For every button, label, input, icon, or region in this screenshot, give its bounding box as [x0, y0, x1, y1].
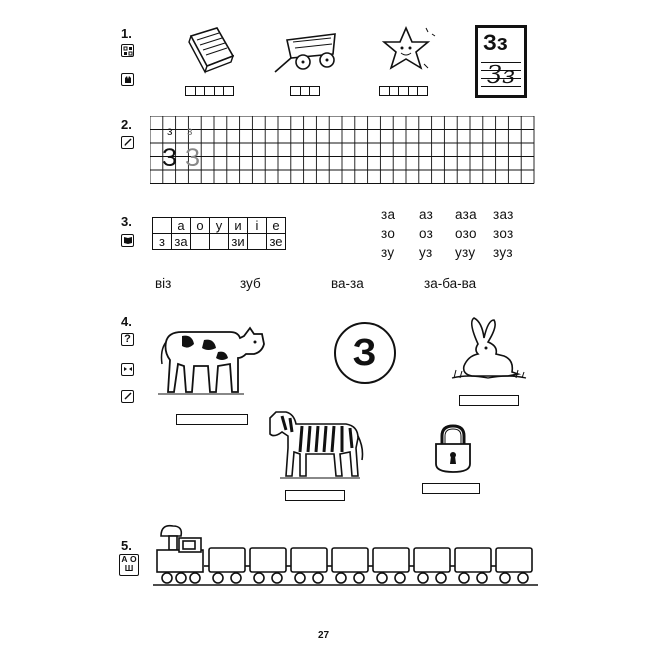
book-word-boxes[interactable]: [185, 86, 233, 96]
task-5-number: 5.: [121, 538, 132, 553]
vowel-cell: і: [248, 218, 267, 234]
task-3-number: 3.: [121, 214, 132, 229]
padlock-word-box[interactable]: [422, 483, 480, 494]
wagon-wheel: [377, 573, 387, 583]
word: за-ба-ва: [424, 276, 477, 291]
big-letter: З: [352, 332, 377, 374]
wagon: [250, 548, 286, 572]
task-4-number: 4.: [121, 314, 132, 329]
wagon: [496, 548, 532, 572]
letter-card: [475, 25, 527, 98]
syllable-cell[interactable]: [191, 234, 210, 250]
cart-picture: [273, 28, 343, 76]
wagon: [414, 548, 450, 572]
icon-letter: Ш: [124, 563, 134, 573]
syllable: зо: [381, 226, 396, 241]
sound-icon: [121, 363, 134, 376]
syllable: за: [381, 207, 396, 222]
question-icon: ?: [121, 333, 134, 346]
star-picture: [380, 24, 438, 76]
vowel-cell: о: [191, 218, 210, 234]
syllable: зуз: [493, 245, 513, 260]
icon-letter: О: [129, 554, 137, 564]
wagon-wheel: [477, 573, 487, 583]
vowel-cell: а: [172, 218, 191, 234]
vowel-cell: е: [267, 218, 286, 234]
wagon-wheel: [395, 573, 405, 583]
vowel-cell: [153, 218, 172, 234]
sound-letters-icon: [119, 554, 139, 576]
wagon-wheel: [436, 573, 446, 583]
hare-picture: [448, 316, 530, 384]
vowel-table-row-2: [153, 234, 286, 250]
grid-sample-small-2: з: [187, 124, 193, 138]
wagon-wheel: [500, 573, 510, 583]
word: віз: [155, 276, 172, 291]
vowel-cell: у: [210, 218, 229, 234]
syllable: оз: [419, 226, 434, 241]
grid-sample-capital-2: З: [185, 144, 201, 172]
syllable: узу: [455, 245, 476, 260]
syllable: аз: [419, 207, 434, 222]
page-number: 27: [318, 630, 330, 641]
syllable-cell[interactable]: зи: [229, 234, 248, 250]
padlock-picture: [432, 424, 474, 474]
syllable: озо: [455, 226, 477, 241]
wagon: [373, 548, 409, 572]
syllable: аза: [455, 207, 477, 222]
wagon-wheel: [459, 573, 469, 583]
syllable-cell[interactable]: зе: [267, 234, 286, 250]
hare-word-box[interactable]: [459, 395, 519, 406]
syllable-cell[interactable]: за: [172, 234, 191, 250]
pencil-icon: [121, 390, 134, 403]
wagon-wheel: [231, 573, 241, 583]
wagon-wheel: [295, 573, 305, 583]
syllable: зу: [381, 245, 395, 260]
word: ва-за: [331, 276, 364, 291]
letter-card-printed: Зз: [483, 30, 508, 55]
wagon: [332, 548, 368, 572]
grid-sample-capital-1: З: [162, 144, 178, 172]
train-picture: [153, 520, 538, 590]
zebra-word-box[interactable]: [285, 490, 345, 501]
star-word-boxes[interactable]: [379, 86, 427, 96]
vowel-cell: и: [229, 218, 248, 234]
task-2-number: 2.: [121, 117, 132, 132]
cow-picture: [158, 320, 270, 400]
wagon: [455, 548, 491, 572]
book-picture: [185, 26, 237, 76]
syllable: заз: [493, 207, 514, 222]
vowel-table-row-1: [153, 218, 286, 234]
wagon-wheel: [313, 573, 323, 583]
wagon: [209, 548, 245, 572]
task-1-number: 1.: [121, 26, 132, 41]
syllable: уз: [419, 245, 433, 260]
wagon-wheel: [354, 573, 364, 583]
syllable: зоз: [493, 226, 514, 241]
letter-card-cursive: Зз: [487, 61, 516, 89]
zebra-picture: [266, 408, 364, 480]
big-letter-circle: [334, 322, 396, 384]
wagon-wheel: [272, 573, 282, 583]
cow-word-box[interactable]: [176, 414, 248, 425]
pencil-icon: [121, 136, 134, 149]
grid-sample-small-1: з: [167, 124, 173, 138]
wagon-wheel: [213, 573, 223, 583]
wagon-wheel: [254, 573, 264, 583]
wagon-wheel: [336, 573, 346, 583]
wagon: [291, 548, 327, 572]
wagon-wheel: [518, 573, 528, 583]
word: зуб: [240, 276, 261, 291]
cart-word-boxes[interactable]: [290, 86, 319, 96]
locomotive: [157, 526, 203, 583]
syllable-cell[interactable]: [248, 234, 267, 250]
wagon-wheel: [418, 573, 428, 583]
writing-grid[interactable]: [150, 116, 540, 186]
listen-hand-icon: [121, 73, 134, 86]
letter-picture-icon: [121, 44, 134, 57]
vowel-table: [152, 217, 286, 250]
icon-letter: А: [121, 554, 128, 564]
syllable-cell[interactable]: [210, 234, 229, 250]
read-book-icon: [121, 234, 134, 247]
syllable-cell: з: [153, 234, 172, 250]
